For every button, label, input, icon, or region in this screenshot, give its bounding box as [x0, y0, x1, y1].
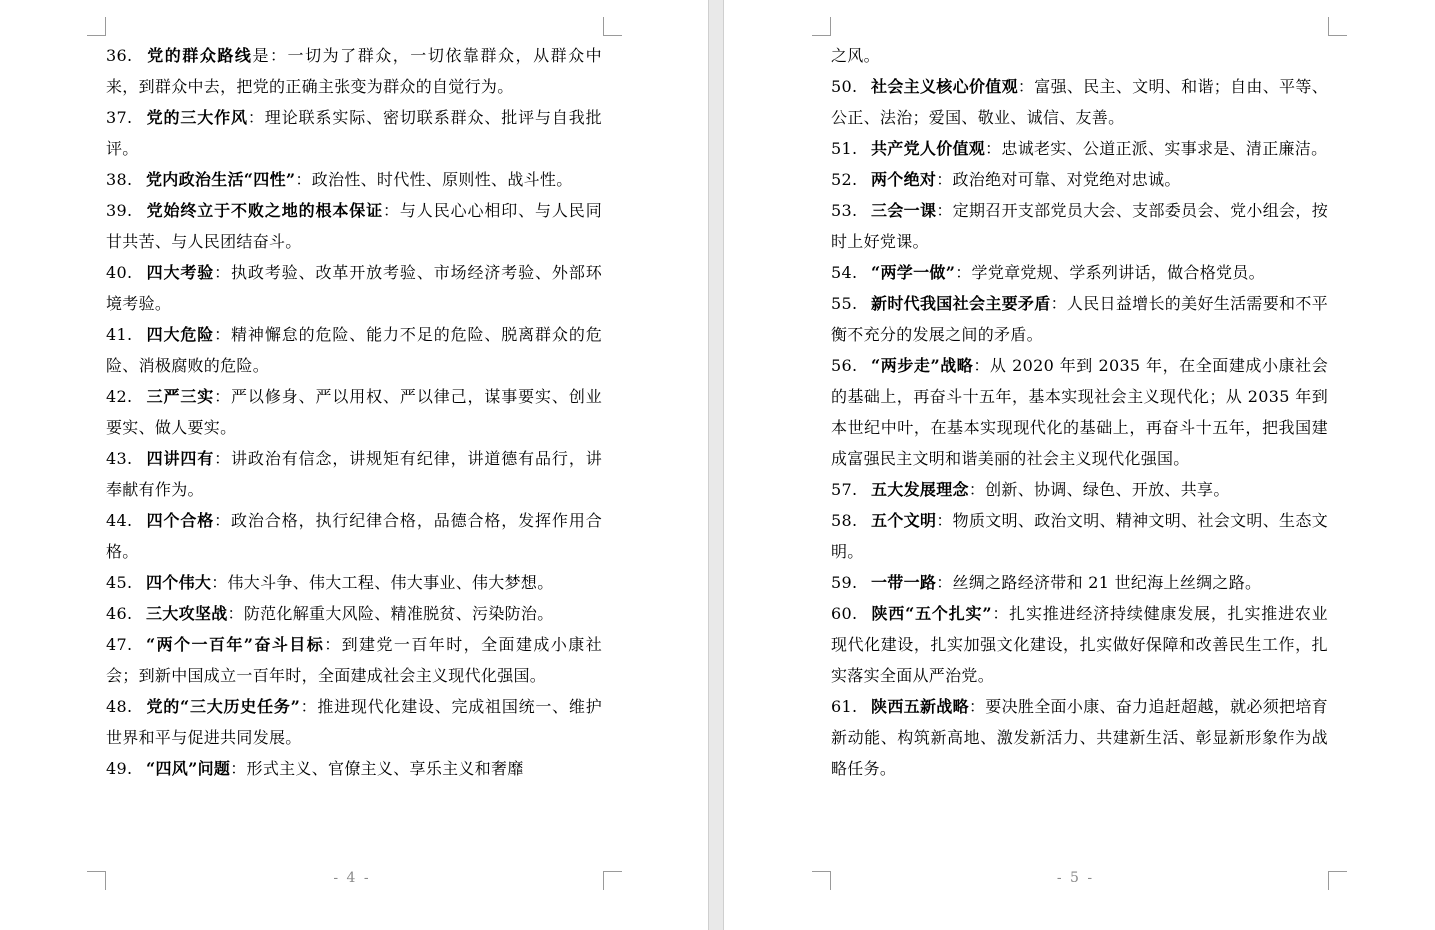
item-term: 新时代我国社会主要矛盾: [871, 294, 1051, 313]
paragraph: [106, 505, 602, 567]
item-text: ：富强、民主、文明、和谐；自由、平等、公正、法治；爱国、敬业、诚信、友善。: [831, 77, 1329, 127]
item-term: 五大发展理念: [871, 480, 969, 499]
item-text: 是：一切为了群众，一切依靠群众，从群众中来，到群众中去，把党的正确主张变为群众的自觉行为。: [106, 46, 602, 96]
item-term: 三大攻坚战: [146, 604, 228, 623]
item-text: ：人民日益增长的美好生活需要和不平衡不充分的发展之间的矛盾。: [831, 294, 1328, 344]
item-term: “两学一做”: [871, 263, 956, 282]
item-text: ：严以修身、严以用权、严以律己，谋事要实、创业要实、做人要实。: [106, 387, 603, 437]
item-term: 社会主义核心价值观: [871, 77, 1018, 96]
item-text: ：形式主义、官僚主义、享乐主义和奢靡: [230, 759, 524, 778]
item-number: 43.: [106, 449, 133, 468]
item-term: “两个一百年”奋斗目标: [146, 635, 325, 654]
item-number: 50.: [831, 77, 858, 96]
paragraph: [831, 474, 1328, 505]
item-term: 四讲四有: [146, 449, 215, 468]
item-term: 党的“三大历史任务”: [146, 697, 301, 716]
item-term: 陕西“五个扎实”: [871, 604, 992, 623]
document-page-5: [724, 0, 1435, 930]
page-body: [831, 40, 1328, 784]
paragraph: [831, 350, 1328, 474]
page-number: - 5 -: [1056, 870, 1095, 886]
paragraph: [106, 40, 602, 102]
item-text: ：政治绝对可靠、对党绝对忠诚。: [936, 170, 1181, 189]
item-number: 48.: [106, 697, 133, 716]
paragraph: [106, 443, 602, 505]
item-number: 46.: [106, 604, 133, 623]
item-term: 陕西五新战略: [871, 697, 969, 716]
paragraph: [831, 164, 1328, 195]
item-text: ：政治性、时代性、原则性、战斗性。: [295, 170, 573, 189]
paragraph: [831, 195, 1328, 257]
item-text: ：扎实推进经济持续健康发展，扎实推进农业现代化建设，扎实加强文化建设，扎实做好保障和改善民生工作，扎实落实全面从严治党。: [831, 604, 1328, 685]
item-term: “两步走”战略: [871, 356, 974, 375]
item-number: 57.: [831, 480, 858, 499]
paragraph: [831, 40, 1328, 71]
paragraph: [831, 257, 1328, 288]
item-term: 三严三实: [146, 387, 215, 406]
item-text: ：伟大斗争、伟大工程、伟大事业、伟大梦想。: [211, 573, 554, 592]
item-term: 党的群众路线: [146, 46, 253, 65]
item-number: 39.: [106, 201, 133, 220]
item-text: ：讲政治有信念，讲规矩有纪律，讲道德有品行，讲奉献有作为。: [106, 449, 603, 499]
paragraph: [831, 288, 1328, 350]
item-number: 61.: [831, 697, 858, 716]
item-number: 47.: [106, 635, 133, 654]
paragraph: [106, 257, 602, 319]
item-term: 四个伟大: [146, 573, 212, 592]
crop-mark-top-left: [812, 17, 831, 36]
item-term: 五个文明: [871, 511, 937, 530]
paragraph: [831, 691, 1328, 784]
page-body: [106, 40, 602, 784]
item-text: ：忠诚老实、公道正派、实事求是、清正廉洁。: [985, 139, 1328, 158]
paragraph: [831, 598, 1328, 691]
paragraph: [106, 164, 602, 195]
crop-mark-top-left: [87, 17, 106, 36]
item-number: 54.: [831, 263, 858, 282]
item-number: 60.: [831, 604, 858, 623]
item-text: ：学党章党规、学系列讲话，做合格党员。: [955, 263, 1265, 282]
item-number: 44.: [106, 511, 133, 530]
item-number: 59.: [831, 573, 858, 592]
item-number: 56.: [831, 356, 858, 375]
item-term: 党内政治生活“四性”: [146, 170, 296, 189]
item-number: 41.: [106, 325, 133, 344]
item-term: 四个合格: [146, 511, 215, 530]
item-text: ：丝绸之路经济带和 21 世纪海上丝绸之路。: [936, 573, 1262, 592]
paragraph-list: [831, 40, 1328, 784]
paragraph: [106, 629, 602, 691]
item-text: ：要决胜全面小康、奋力追赶超越，就必须把培育新动能、构筑新高地、激发新活力、共建新生活、彰显新形象作为战略任务。: [831, 697, 1328, 778]
item-text: ：从 2020 年到 2035 年，在全面建成小康社会的基础上，再奋斗十五年，基本实现社会主义现代化；从 2035 年到本世纪中叶，在基本实现现代化的基础上，再奋斗十五年，把我国建成富强民主文明和谐美丽的社会主义现代化强国。: [831, 356, 1328, 468]
paragraph: [106, 195, 602, 257]
item-text: 之风。: [831, 46, 880, 65]
item-number: 55.: [831, 294, 858, 313]
item-term: 三会一课: [871, 201, 937, 220]
item-number: 45.: [106, 573, 133, 592]
page-number: - 4 -: [333, 870, 371, 886]
item-text: ：理论联系实际、密切联系群众、批评与自我批评。: [106, 108, 602, 158]
item-text: ：物质文明、政治文明、精神文明、社会文明、生态文明。: [831, 511, 1329, 561]
crop-mark-top-right: [1328, 17, 1347, 36]
item-number: 52.: [831, 170, 858, 189]
item-term: 四大考验: [146, 263, 215, 282]
item-text: ：定期召开支部党员大会、支部委员会、党小组会，按时上好党课。: [831, 201, 1329, 251]
item-term: 党的三大作风: [146, 108, 248, 127]
item-number: 36.: [106, 46, 133, 65]
paragraph: [831, 505, 1328, 567]
item-term: 四大危险: [146, 325, 215, 344]
item-term: 共产党人价值观: [871, 139, 986, 158]
item-number: 38.: [106, 170, 133, 189]
paragraph: [106, 753, 602, 784]
item-number: 40.: [106, 263, 133, 282]
item-number: 42.: [106, 387, 133, 406]
item-number: 53.: [831, 201, 858, 220]
item-term: 党始终立于不败之地的根本保证: [146, 201, 384, 220]
item-text: ：政治合格，执行纪律合格，品德合格，发挥作用合格。: [106, 511, 603, 561]
paragraph: [106, 102, 602, 164]
paragraph: [106, 691, 602, 753]
item-number: 58.: [831, 511, 858, 530]
paragraph: [106, 319, 602, 381]
item-text: ：防范化解重大风险、精准脱贫、污染防治。: [227, 604, 554, 623]
paragraph: [106, 598, 602, 629]
item-text: ：精神懈怠的危险、能力不足的危险、脱离群众的危险、消极腐败的危险。: [106, 325, 603, 375]
page-gap: [708, 0, 724, 930]
paragraph: [106, 381, 602, 443]
crop-mark-top-right: [603, 17, 622, 36]
item-text: ：与人民心心相印、与人民同甘共苦、与人民团结奋斗。: [106, 201, 602, 251]
item-term: “四风”问题: [146, 759, 231, 778]
item-term: 两个绝对: [871, 170, 937, 189]
paragraph-list: [106, 40, 602, 784]
document-page-4: [0, 0, 708, 930]
paragraph: [831, 567, 1328, 598]
paragraph: [831, 133, 1328, 164]
paragraph: [106, 567, 602, 598]
item-number: 51.: [831, 139, 858, 158]
item-term: 一带一路: [871, 573, 937, 592]
item-text: ：创新、协调、绿色、开放、共享。: [968, 480, 1230, 499]
item-number: 49.: [106, 759, 133, 778]
item-text: ：执政考验、改革开放考验、市场经济考验、外部环境考验。: [106, 263, 603, 313]
item-number: 37.: [106, 108, 133, 127]
paragraph: [831, 71, 1328, 133]
item-text: ：推进现代化建设、完成祖国统一、维护世界和平与促进共同发展。: [106, 697, 602, 747]
item-text: ：到建党一百年时，全面建成小康社会；到新中国成立一百年时，全面建成社会主义现代化强国。: [106, 635, 602, 685]
